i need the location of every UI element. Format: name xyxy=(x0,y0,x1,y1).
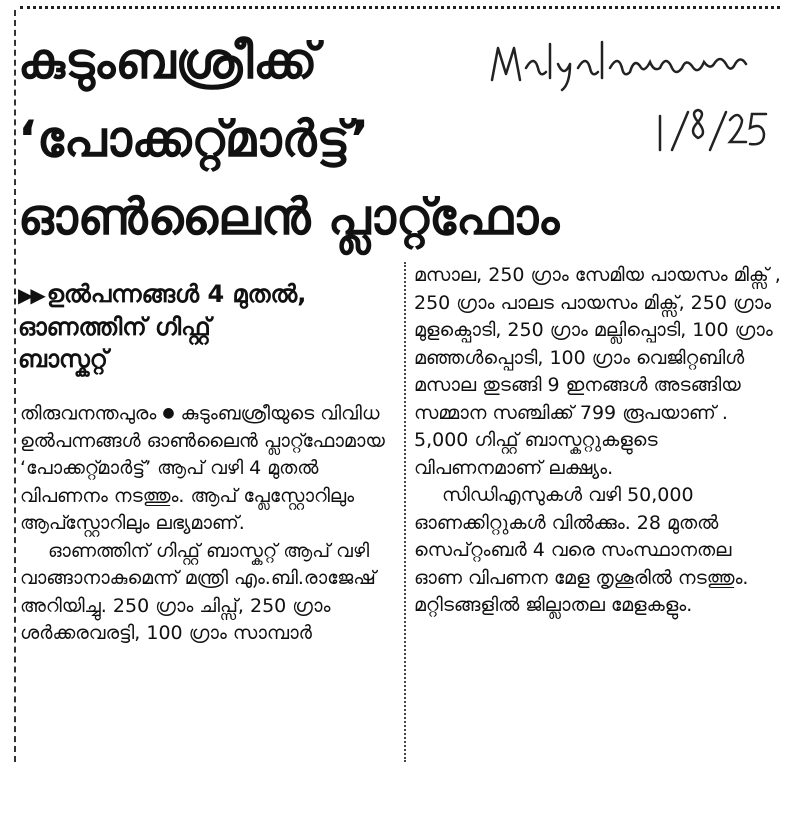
column-divider xyxy=(404,262,406,762)
headline-line-3: ഓൺലൈൻ പ്ലാറ്റ്ഫോം xyxy=(18,188,560,246)
article-subheading xyxy=(18,278,398,375)
subhead-line-2: ഓണത്തിന് ഗിഫ്റ്റ് xyxy=(18,313,211,341)
body-paragraph-4: സിഡിഎസുകൾ വഴി 50,000 ഓണക്കിറ്റുകൾ വിൽക്കും. 28 മുതൽ സെപ്റ്റംബർ 4 വരെ സംസ്ഥാനതല ഓണ വിപണന മേള തൃശൂരിൽ നടത്തും. മറ്റിടങ്ങളിൽ ജില്ലാതല മേളകളും. xyxy=(414,484,749,616)
body-paragraph-1-text: കുടുംബശ്രീയുടെ വിവിധ ഉൽപന്നങ്ങൾ ഓൺലൈൻ പ്ലാറ്റ്ഫോമായ ‘പോക്കറ്റ്മാർട്ട്’ ആപ് വഴി 4 മുതൽ വിപണനം നടത്തും. ആപ് പ്ലേസ്റ്റോറിലും ആപ്സ്റ്റോറിലും ലഭ്യമാണ്. xyxy=(20,402,385,535)
body-paragraph-1 xyxy=(20,400,390,538)
body-paragraph-3: മസാല, 250 ഗ്രാം സേമിയ പായസം മിക്സ് , 250 ഗ്രാം പാലട പായസം മിക്സ്, 250 ഗ്രാം മുളക്പൊടി, 250 ഗ്രാം മല്ലിപ്പൊടി, 100 ഗ്രാം മഞ്ഞൾപ്പൊടി, 100 ഗ്രാം വെജിറ്റബിൾ മസാല തുടങ്ങി 9 ഇനങ്ങൾ അടങ്ങിയ സമ്മാന സഞ്ചിക്ക് 799 രൂപയാണ് . 5,000 ഗിഫ്റ്റ് ബാസ്കറ്റുകളുടെ വിപണനമാണ് ലക്ഷ്യം. xyxy=(414,264,781,479)
subhead-line-1: ഉൽപന്നങ്ങൾ 4 മുതൽ, xyxy=(46,280,307,308)
article-body-left-column xyxy=(20,400,390,648)
clipping-left-border xyxy=(14,10,16,762)
double-arrow-icon: ▶▶ xyxy=(18,283,43,307)
headline-line-2: ‘പോക്കറ്റ്മാർട്ട്’ xyxy=(18,110,370,168)
subhead-line-3: ബാസ്കറ്റ് xyxy=(18,345,108,373)
handwritten-source-note xyxy=(484,38,774,158)
headline-line-1: കുടുംബശ്രീക്ക് xyxy=(18,32,318,90)
dateline-place: തിരുവനന്തപുരം xyxy=(20,402,157,425)
article-body-right-column xyxy=(414,262,784,620)
clipping-top-border xyxy=(20,6,780,9)
body-paragraph-2: ഓണത്തിന് ഗിഫ്റ്റ് ബാസ്കറ്റ് ആപ് വഴി വാങ്ങാനാകുമെന്ന് മന്ത്രി എം.ബി.രാജേഷ് അറിയിച്ചു. 250 ഗ്രാം ചിപ്സ്, 250 ഗ്രാം ശർക്കരവരട്ടി, 100 ഗ്രാം സാമ്പാർ xyxy=(20,539,376,645)
handwritten-ink xyxy=(484,38,774,158)
bullet-icon: ● xyxy=(162,405,175,421)
